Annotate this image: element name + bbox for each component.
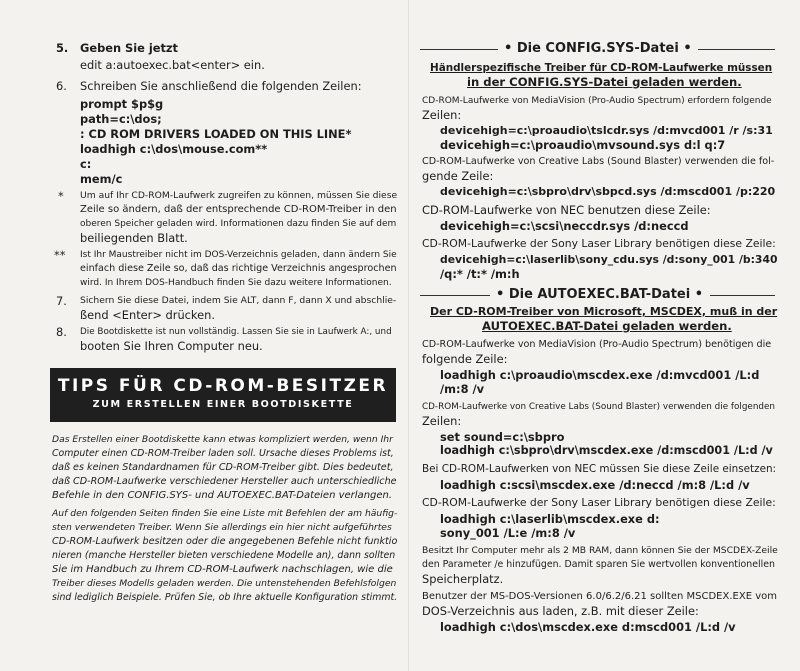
intro-paragraph-line: Das Erstellen einer Bootdiskette kann etwas kompliziert werden, wenn Ihr [52, 434, 393, 445]
info-paragraph-line: CD-ROM-Laufwerk besitzen oder die angegebenen Befehle nicht funktio [52, 536, 398, 547]
step-7-line: ßend <Enter> drücken. [80, 308, 215, 322]
footnote-1-line: Zeile so ändern, daß der entsprechende CD-ROM-Treiber in den [80, 204, 397, 215]
info-paragraph-line: Treiber dieses Modells geladen werden. Die untenstehenden Befehlsfolgen [52, 578, 397, 589]
tips-banner [50, 368, 396, 422]
footnote-2-mark: ** [54, 248, 66, 262]
intro-paragraph-line: Computer einen CD-ROM-Treiber laden soll. Ursache dieses Problems ist, [52, 448, 394, 459]
info-paragraph-line: sten verwendeten Treiber. Wenn Sie allerdings ein hier nicht aufgeführtes [52, 522, 392, 533]
config-subheading-line: Händlerspezifische Treiber für CD-ROM-Laufwerke müssen [430, 62, 773, 74]
autoexec-code-line: /m:8 /v [440, 382, 485, 396]
code-line: prompt $p$g [80, 97, 164, 111]
config-heading [420, 41, 775, 57]
step-5-text: Geben Sie jetzt [80, 41, 178, 55]
autoexec-text-line: Bei CD-ROM-Laufwerken von NEC müssen Sie diese Zeile einsetzen: [422, 463, 777, 475]
config-code-line: devicehigh=c:\proaudio\tslcdr.sys /d:mvcd001 /r /s:31 [440, 124, 773, 137]
step-5-number: 5. [56, 41, 69, 55]
step-8-number: 8. [56, 325, 67, 339]
config-text-line: Zeilen: [422, 108, 462, 122]
config-text-line: CD-ROM-Laufwerke von NEC benutzen diese Zeile: [422, 203, 711, 217]
intro-paragraph-line: Befehle in den CONFIG.SYS- und AUTOEXEC.BAT-Dateien verlangen. [52, 490, 393, 501]
config-code-line: devicehigh=c:\proaudio\mvsound.sys d:l q:7 [440, 138, 726, 152]
tips-subtitle: ZUM ERSTELLEN EINER BOOTDISKETTE [92, 399, 354, 410]
config-subheading-line: in der CONFIG.SYS-Datei geladen werden. [467, 75, 742, 89]
code-line: loadhigh c:\dos\mouse.com** [80, 142, 268, 156]
code-line: c: [80, 157, 92, 171]
autoexec-code-line: loadhigh c:\sbpro\drv\mscdex.exe /d:mscd001 /L:d /v [440, 444, 773, 457]
footnote-1-line: beiliegenden Blatt. [80, 231, 188, 245]
intro-paragraph-line: daß es keinen Standardnamen für CD-ROM-Treiber gibt. Dies bedeutet, [52, 462, 394, 473]
config-text-line: gende Zeile: [422, 169, 494, 183]
step-7-line: Sichern Sie diese Datei, indem Sie ALT, dann F, dann X und abschlie- [80, 295, 397, 306]
autoexec-text-line: Zeilen: [422, 414, 462, 428]
tips-title: TIPS FÜR CD-ROM-BESITZER [57, 376, 389, 396]
config-code-line: devicehigh=c:\scsi\neccdr.sys /d:neccd [440, 219, 689, 233]
heading-rule [420, 49, 498, 50]
config-heading-text: • Die CONFIG.SYS-Datei • [504, 41, 692, 56]
step-5-command: edit a:autoexec.bat<enter> ein. [80, 58, 265, 72]
info-paragraph-line: Auf den folgenden Seiten finden Sie eine Liste mit Befehlen der am häufig- [52, 508, 398, 519]
config-text-line: CD-ROM-Laufwerke der Sony Laser Library benötigen diese Zeile: [422, 237, 776, 250]
autoexec-subheading-line: Der CD-ROM-Treiber von Microsoft, MSCDEX, muß in der [430, 305, 778, 318]
step-7-number: 7. [56, 294, 67, 308]
config-code-line: devicehigh=c:\laserlib\sony_cdu.sys /d:sony_001 /b:340 [440, 253, 778, 266]
dos-note-line: Benutzer der MS-DOS-Versionen 6.0/6.2/6.21 sollten MSCDEX.EXE vom [422, 591, 777, 602]
step-8-line: Die Bootdiskette ist nun vollständig. Lassen Sie sie in Laufwerk A:, und [80, 327, 392, 337]
code-line: mem/c [80, 172, 123, 186]
autoexec-subheading-line: AUTOEXEC.BAT-Datei geladen werden. [482, 319, 732, 333]
info-paragraph-line: Sie im Handbuch zu Ihrem CD-ROM-Laufwerk nachschlagen, wie die [52, 564, 393, 575]
code-line: path=c:\dos; [80, 112, 162, 126]
autoexec-heading-text: • Die AUTOEXEC.BAT-Datei • [496, 287, 704, 302]
autoexec-text-line: folgende Zeile: [422, 352, 508, 366]
autoexec-code-line: set sound=c:\sbpro [440, 430, 565, 444]
footnote-2-line: wird. In Ihrem DOS-Handbuch finden Sie dazu weitere Informationen. [80, 278, 392, 288]
footnote-1-mark: * [58, 189, 64, 203]
dos-note-line: DOS-Verzeichnis aus laden, z.B. mit dieser Zeile: [422, 604, 699, 618]
footnote-2-line: Ist Ihr Maustreiber nicht im DOS-Verzeichnis geladen, dann ändern Sie [80, 250, 397, 260]
step-6-text: Schreiben Sie anschließend die folgenden Zeilen: [80, 79, 362, 93]
ram-note-line: den Parameter /e hinzufügen. Damit sparen Sie wertvollen konventionellen [422, 559, 775, 570]
ram-note-line: Besitzt Ihr Computer mehr als 2 MB RAM, dann können Sie der MSCDEX-Zeile [422, 545, 778, 556]
footnote-1-line: Um auf Ihr CD-ROM-Laufwerk zugreifen zu können, müssen Sie diese [80, 190, 398, 201]
code-line: : CD ROM DRIVERS LOADED ON THIS LINE* [80, 127, 352, 141]
intro-paragraph-line: daß CD-ROM-Laufwerke verschiedener Hersteller auch unterschiedliche [52, 476, 397, 487]
footnote-1-line: oberen Speicher geladen wird. Informationen dazu finden Sie auf dem [80, 219, 397, 229]
autoexec-code-line: sony_001 /L:e /m:8 /v [440, 526, 576, 540]
autoexec-code-line: loadhigh c:\proaudio\mscdex.exe /d:mvcd001 /L:d [440, 368, 760, 382]
info-paragraph-line: sind lediglich Beispiele. Prüfen Sie, ob Ihre aktuelle Konfiguration stimmt. [52, 592, 398, 603]
ram-note-line: Speicherplatz. [422, 572, 504, 586]
footnote-2-line: einfach diese Zeile so, daß das richtige Verzeichnis angesprochen [80, 263, 397, 274]
step-6-number: 6. [56, 79, 67, 93]
heading-rule [698, 49, 775, 50]
dos-code-line: loadhigh c:\dos\mscdex.exe d:mscd001 /L:d /v [440, 620, 736, 634]
config-text-line: CD-ROM-Laufwerke von MediaVision (Pro-Audio Spectrum) erfordern folgende [422, 96, 772, 106]
autoexec-code-line: loadhigh c:\laserlib\mscdex.exe d: [440, 512, 660, 526]
page-fold [408, 0, 409, 671]
step-8-line: booten Sie Ihren Computer neu. [80, 339, 263, 353]
autoexec-text-line: CD-ROM-Laufwerke der Sony Laser Library benötigen diese Zeile: [422, 496, 776, 509]
config-code-line: /q:* /t:* /m:h [440, 267, 520, 281]
autoexec-code-line: loadhigh c:scsi\mscdex.exe /d:neccd /m:8 /L:d /v [440, 478, 750, 492]
autoexec-heading [420, 287, 775, 303]
heading-rule [710, 295, 775, 296]
heading-rule [420, 295, 490, 296]
config-code-line: devicehigh=c:\sbpro\drv\sbpcd.sys /d:mscd001 /p:220 [440, 185, 776, 198]
autoexec-text-line: CD-ROM-Laufwerke von MediaVision (Pro-Audio Spectrum) benötigen die [422, 339, 772, 350]
autoexec-text-line: CD-ROM-Laufwerke von Creative Labs (Sound Blaster) verwenden die folgenden [422, 402, 775, 412]
info-paragraph-line: nieren (manche Hersteller bieten verschiedene Modelle an), dann sollten [52, 550, 396, 561]
config-text-line: CD-ROM-Laufwerke von Creative Labs (Sound Blaster) verwenden die fol- [422, 156, 775, 167]
